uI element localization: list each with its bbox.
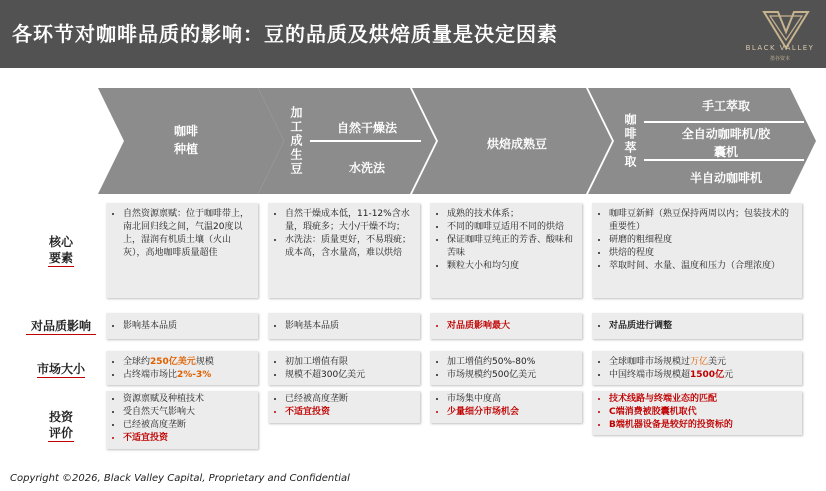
list-item: • 萃取时间、水量、温度和压力（合理浓度） (609, 260, 796, 273)
stage-washed-label: 水洗法 (348, 161, 385, 175)
stage-full-auto-label: 全自动咖啡机/胶囊机 (681, 127, 771, 159)
core-roasting-cell (430, 203, 582, 298)
list-item: • 不同的咖啡豆适用不同的烘焙 (447, 221, 576, 234)
stage-natural-dry-label: 自然干燥法 (336, 121, 397, 135)
list-item: • 市场集中度高 (447, 393, 576, 406)
list-item: • 研磨的粗细程度 (609, 234, 796, 247)
list-item: • 技术线路与终端业态的匹配 (609, 393, 796, 406)
list-item: • 资源禀赋及种植技术 (123, 393, 252, 406)
stage-planting-label: 咖啡种植 (173, 124, 198, 156)
list-item: • 对品质影响最大 (447, 320, 576, 333)
stage-manual-label: 手工萃取 (701, 99, 750, 113)
market-processing-cell (268, 351, 420, 385)
row-label-core: 核心要素 (48, 234, 73, 265)
list-item: • 规模不超300亿美元 (285, 369, 414, 382)
row-label-quality-impact: 对品质影响 (24, 311, 98, 341)
list-item: • 少量细分市场机会 (447, 406, 576, 419)
row-label-market-size: 市场大小 (36, 361, 85, 376)
list-item: • 不适宜投资 (285, 406, 414, 419)
list-item: • 加工增值约50%-80% (447, 356, 576, 369)
logo-subtext: 墨谷资本 (769, 56, 790, 62)
market-planting-cell (106, 351, 258, 385)
list-item: • 初加工增值有限 (285, 356, 414, 369)
investment-processing-cell (268, 391, 420, 423)
list-item: • 市场规模约500亿美元 (447, 369, 576, 382)
list-item: • B端机器设备是较好的投资标的 (609, 419, 796, 432)
list-item: • 自然干燥成本低，11-12%含水量，瑕疵多；大小/干燥不均； (285, 208, 414, 234)
list-item: • 保证咖啡豆纯正的芳香、酸味和苦味 (447, 234, 576, 260)
stage-processing-label: 加工成生豆 (289, 106, 303, 176)
core-planting-cell (106, 203, 258, 298)
row-label-investment: 投资评价 (48, 409, 73, 440)
stage-extraction-label: 咖啡萃取 (623, 113, 637, 169)
logo-text: BLACK VALLEY (745, 44, 815, 52)
list-item: • C端消费被胶囊机取代 (609, 406, 796, 419)
list-item: • 占终端市场比2%-3% (123, 369, 252, 382)
list-item: • 自然资源禀赋：位于咖啡带上，南北回归线之间，气温20度以上，湿润有机质土壤（火山灰），高地咖啡质量超佳 (123, 208, 252, 260)
investment-planting-cell (106, 391, 258, 449)
list-item: • 影响基本品质 (123, 320, 252, 333)
list-item: • 全球约250亿美元规模 (123, 356, 252, 369)
list-item: • 颗粒大小和均匀度 (447, 260, 576, 273)
core-extraction-cell (592, 203, 802, 298)
list-item: • 已经被高度垄断 (123, 419, 252, 432)
impact-extraction-cell (592, 313, 802, 339)
list-item: • 中国终端市场规模超1500亿元 (609, 369, 796, 382)
list-item: • 已经被高度垄断 (285, 393, 414, 406)
copyright-footer: Copyright ©2026, Black Valley Capital, Proprietary and Confidential (10, 473, 350, 484)
investment-roasting-cell (430, 391, 582, 423)
market-roasting-cell (430, 351, 582, 385)
core-processing-cell (268, 203, 420, 298)
list-item: • 对品质进行调整 (609, 320, 796, 333)
list-item: • 水洗法：质量更好，不易瑕疵；成本高，含水量高，难以烘焙 (285, 234, 414, 260)
stage-semi-auto-label: 半自动咖啡机 (689, 171, 762, 185)
investment-extraction-cell (592, 391, 802, 435)
list-item: • 影响基本品质 (285, 320, 414, 333)
list-item: • 咖啡豆新鲜（熟豆保持两周以内；包装技术的重要性） (609, 208, 796, 234)
list-item: • 烘焙的程度 (609, 247, 796, 260)
list-item: • 成熟的技术体系； (447, 208, 576, 221)
impact-roasting-cell (430, 313, 582, 339)
list-item: • 不适宜投资 (123, 432, 252, 445)
list-item: • 受自然天气影响大 (123, 406, 252, 419)
page-title: 各环节对咖啡品质的影响：豆的品质及烘焙质量是决定因素 (12, 22, 558, 46)
list-item: • 全球咖啡市场规模过万亿美元 (609, 356, 796, 369)
market-extraction-cell (592, 351, 802, 385)
impact-planting-cell (106, 313, 258, 339)
stage-roasting-label: 烘焙成熟豆 (486, 137, 547, 151)
impact-processing-cell (268, 313, 420, 339)
